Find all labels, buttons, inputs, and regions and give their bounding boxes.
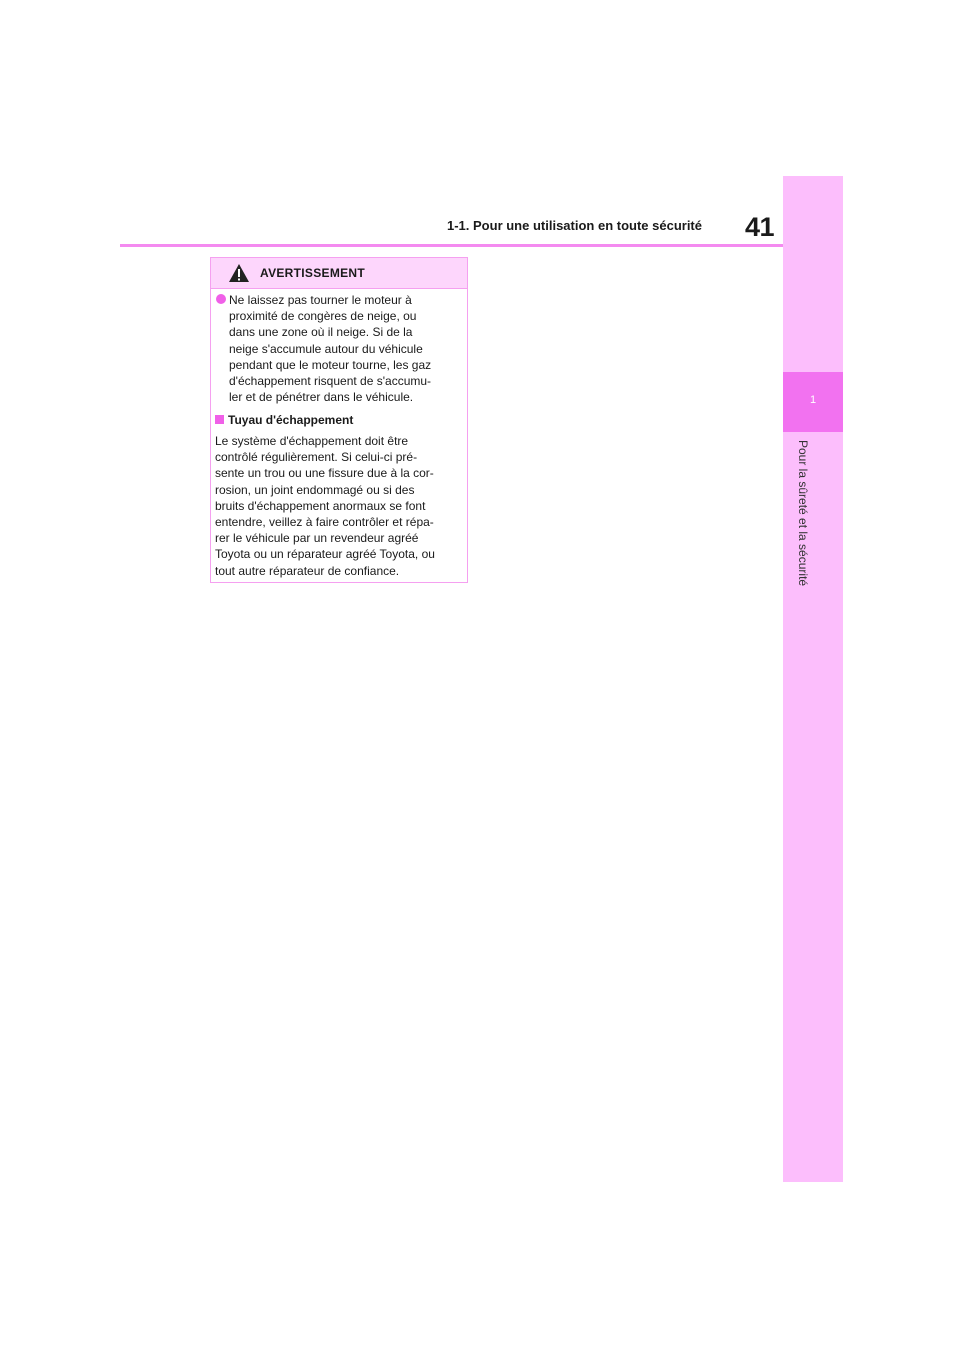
chapter-number: 1 [809, 394, 817, 406]
warning-header [211, 258, 467, 289]
warning-triangle-icon [228, 263, 250, 283]
header-rule [120, 244, 783, 247]
warning-bullet-text: Ne laissez pas tourner le moteur à proximité de congères de neige, ou dans une zone où il neige. Si de la neige s'accumule autour du véhicule pendant que le moteur tourne, les gaz d'échappement risquent de s'accumu- ler et de pénétrer dans le véhicule. [229, 293, 432, 405]
exhaust-subheading-text: Tuyau d'échappement [228, 413, 354, 427]
square-bullet-icon [215, 415, 224, 424]
chapter-tab[interactable] [783, 372, 843, 432]
chapter-title: Pour la sûreté et la sécurité [796, 440, 810, 587]
warning-box [210, 257, 468, 583]
warning-title: AVERTISSEMENT [260, 266, 366, 280]
section-title: 1-1. Pour une utilisation en toute sécurité [447, 218, 702, 233]
side-tab [783, 176, 843, 1182]
warning-bullet [215, 292, 465, 405]
page-number: 41 [745, 212, 775, 242]
bullet-dot-icon [216, 294, 226, 304]
exhaust-body-text: Le système d'échappement doit être contrôlé régulièrement. Si celui-ci pré- sente un trou ou une fissure due à la cor- rosion, un joint endommagé ou si des bruits d'échappement anormaux se font entendre, veillez à faire contrôler et répa- rer le véhicule par un revendeur agréé Toyota ou un réparateur agréé Toyota, ou tout autre réparateur de confiance. [215, 434, 435, 578]
exhaust-subheading [215, 413, 353, 427]
